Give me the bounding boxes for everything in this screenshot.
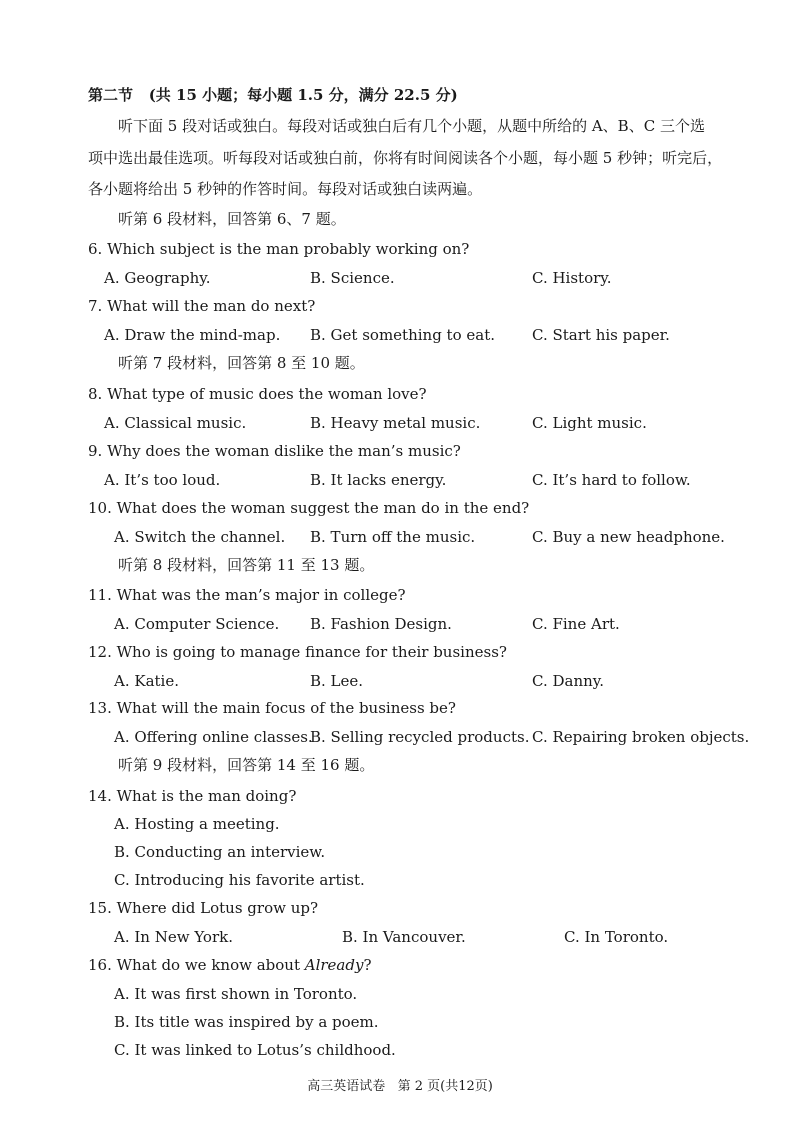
page-footer: 高三英语试卷 第 2 页(共12页) bbox=[307, 1079, 493, 1094]
q15-option-c: C. In Toronto. bbox=[564, 928, 669, 946]
q12-option-b: B. Lee. bbox=[310, 672, 364, 690]
q10-option-c: C. Buy a new headphone. bbox=[532, 528, 725, 546]
material-9-label: 听第 9 段材料，回答第 14 至 16 题。 bbox=[118, 756, 375, 774]
q11-option-a: A. Computer Science. bbox=[114, 615, 280, 633]
q16-option-c: C. It was linked to Lotus’s childhood. bbox=[114, 1041, 396, 1059]
q15-option-a: A. In New York. bbox=[114, 928, 233, 946]
question-11: 11. What was the man’s major in college? bbox=[88, 586, 406, 604]
material-8-label: 听第 8 段材料，回答第 11 至 13 题。 bbox=[118, 556, 375, 574]
q9-option-b: B. It lacks energy. bbox=[310, 471, 447, 489]
q6-option-c: C. History. bbox=[532, 269, 612, 287]
q6-option-b: B. Science. bbox=[310, 269, 395, 287]
q9-option-c: C. It’s hard to follow. bbox=[532, 471, 691, 489]
q13-option-a: A. Offering online classes. bbox=[114, 728, 313, 746]
q7-option-b: B. Get something to eat. bbox=[310, 326, 496, 344]
question-15: 15. Where did Lotus grow up? bbox=[88, 899, 319, 917]
question-13: 13. What will the main focus of the business be? bbox=[88, 699, 456, 717]
q10-option-a: A. Switch the channel. bbox=[114, 528, 286, 546]
q9-option-a: A. It’s too loud. bbox=[104, 471, 221, 489]
q11-option-c: C. Fine Art. bbox=[532, 615, 620, 633]
q16-text-suffix: ? bbox=[363, 956, 372, 974]
question-10: 10. What does the woman suggest the man do in the end? bbox=[88, 499, 530, 517]
question-14: 14. What is the man doing? bbox=[88, 787, 297, 805]
q11-option-b: B. Fashion Design. bbox=[310, 615, 452, 633]
section-info: (共 15 小题；每小题 1.5 分，满分 22.5 分) bbox=[148, 86, 458, 104]
q8-option-b: B. Heavy metal music. bbox=[310, 414, 481, 432]
question-12: 12. Who is going to manage finance for their business? bbox=[88, 643, 507, 661]
question-8: 8. What type of music does the woman love? bbox=[88, 385, 427, 403]
q8-option-c: C. Light music. bbox=[532, 414, 647, 432]
q6-option-a: A. Geography. bbox=[104, 269, 211, 287]
q15-option-b: B. In Vancouver. bbox=[342, 928, 466, 946]
question-9: 9. Why does the woman dislike the man’s music? bbox=[88, 442, 461, 460]
section-title: 第二节 bbox=[88, 86, 134, 104]
instruction-line-3: 各小题将给出 5 秒钟的作答时间。每段对话或独白读两遍。 bbox=[88, 180, 483, 198]
q16-option-a: A. It was first shown in Toronto. bbox=[114, 985, 358, 1003]
q7-option-a: A. Draw the mind-map. bbox=[104, 326, 281, 344]
material-6-label: 听第 6 段材料，回答第 6、7 题。 bbox=[118, 210, 346, 228]
q13-option-b: B. Selling recycled products. bbox=[310, 728, 530, 746]
question-16 bbox=[88, 956, 372, 974]
q16-text-prefix: 16. What do we know about bbox=[88, 956, 305, 974]
section-header bbox=[88, 86, 458, 104]
q16-option-b: B. Its title was inspired by a poem. bbox=[114, 1013, 379, 1031]
q10-option-b: B. Turn off the music. bbox=[310, 528, 476, 546]
question-6: 6. Which subject is the man probably working on? bbox=[88, 240, 470, 258]
question-7: 7. What will the man do next? bbox=[88, 297, 316, 315]
q16-title: Already bbox=[304, 956, 364, 974]
instruction-line-2: 项中选出最佳选项。听每段对话或独白前，你将有时间阅读各个小题，每小题 5 秒钟；听完后， bbox=[88, 149, 723, 167]
material-7-label: 听第 7 段材料，回答第 8 至 10 题。 bbox=[118, 354, 365, 372]
q14-option-b: B. Conducting an interview. bbox=[114, 843, 326, 861]
q14-option-a: A. Hosting a meeting. bbox=[114, 815, 280, 833]
q12-option-c: C. Danny. bbox=[532, 672, 605, 690]
instruction-line-1: 听下面 5 段对话或独白。每段对话或独白后有几个小题，从题中所给的 A、B、C 三个选 bbox=[118, 117, 705, 135]
q14-option-c: C. Introducing his favorite artist. bbox=[114, 871, 365, 889]
q12-option-a: A. Katie. bbox=[114, 672, 179, 690]
q8-option-a: A. Classical music. bbox=[104, 414, 247, 432]
q13-option-c: C. Repairing broken objects. bbox=[532, 728, 750, 746]
q7-option-c: C. Start his paper. bbox=[532, 326, 670, 344]
